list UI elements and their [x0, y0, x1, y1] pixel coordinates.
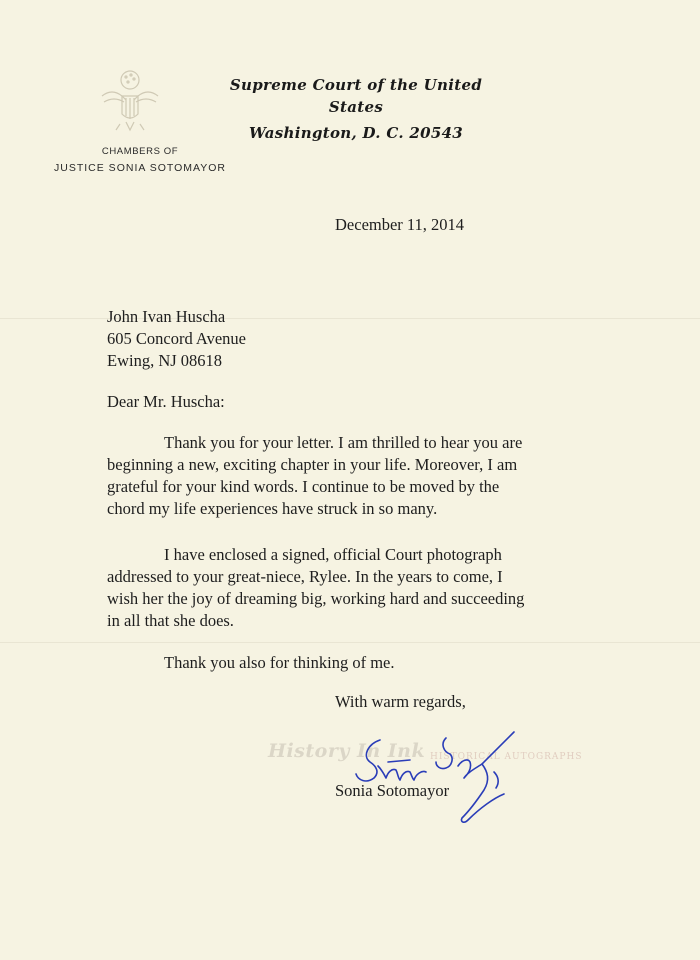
- body-paragraph: [107, 652, 597, 674]
- chambers-block: [50, 144, 230, 176]
- paragraph-line: I have enclosed a signed, official Court photograph: [164, 545, 502, 564]
- recipient-name: John Ivan Huscha: [107, 307, 226, 326]
- court-address: Washington, D. C. 20543: [248, 124, 464, 142]
- paragraph-line: Thank you for your letter. I am thrilled to hear you are: [164, 433, 523, 452]
- recipient-address: [107, 306, 246, 372]
- paragraph-line: addressed to your great-niece, Rylee. In the years to come, I: [107, 567, 503, 586]
- watermark-text: History In Ink: [268, 740, 426, 762]
- paragraph-line: in all that she does.: [107, 611, 234, 630]
- great-seal-icon: [98, 66, 162, 134]
- watermark-subtext: HISTORICAL AUTOGRAPHS: [430, 752, 583, 762]
- paragraph-line: beginning a new, exciting chapter in your life. Moreover, I am: [107, 455, 518, 474]
- recipient-street: 605 Concord Avenue: [107, 329, 247, 348]
- signer-name: Sonia Sotomayor: [335, 781, 450, 800]
- paragraph-line: grateful for your kind words. I continue to be moved by the: [107, 477, 500, 496]
- recipient-city: Ewing, NJ 08618: [107, 351, 223, 370]
- court-name: Supreme Court of the United States: [229, 76, 483, 116]
- paper-fold-line: [0, 318, 700, 319]
- letter-date: December 11, 2014: [335, 215, 465, 234]
- body-paragraph: [107, 432, 597, 520]
- body-paragraph: [107, 544, 597, 632]
- paragraph-line: chord my life experiences have struck in so many.: [107, 499, 438, 518]
- handwritten-signature: [318, 722, 548, 832]
- chambers-label: CHAMBERS OF: [101, 146, 179, 157]
- salutation: Dear Mr. Huscha:: [107, 392, 225, 411]
- paragraph-line: wish her the joy of dreaming big, working hard and succeeding: [107, 589, 525, 608]
- paper-fold-line: [0, 642, 700, 643]
- paragraph-line: Thank you also for thinking of me.: [164, 653, 395, 672]
- court-heading: [220, 74, 492, 144]
- chambers-justice: JUSTICE SONIA SOTOMAYOR: [54, 162, 226, 174]
- closing: With warm regards,: [335, 692, 466, 711]
